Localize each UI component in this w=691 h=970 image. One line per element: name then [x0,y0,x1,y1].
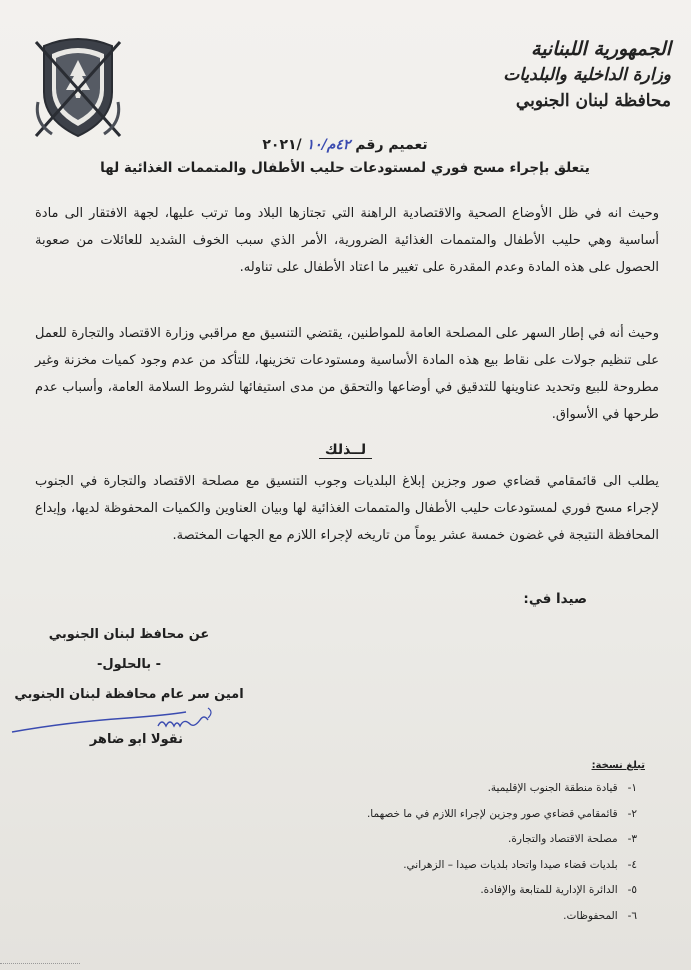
list-item-text: المحفوظات. [563,909,618,922]
list-item-text: بلديات قضاء صيدا واتحاد بلديات صيدا – الزهراني. [403,858,618,871]
emblem-logo [30,32,126,144]
list-item-text: مصلحة الاقتصاد والتجارة. [508,833,618,845]
distribution-list [77,776,637,929]
distribution-title: تبلغ نسخة: [591,760,645,771]
circular-year: /٢٠٢١ [262,137,302,153]
list-item [77,878,637,904]
list-item-text: الدائرة الإدارية للمتابعة والإفادة. [480,884,618,896]
list-item-number: ٤- [627,858,637,871]
list-item-number: ٥- [627,884,637,896]
list-item-number: ٦- [627,909,637,922]
letterhead [461,36,671,114]
list-item [77,853,637,879]
footer-divider [0,963,80,970]
governorate-name: محافظة لبنان الجنوبي [515,91,671,111]
paragraph-1: وحيث انه في ظل الأوضاع الصحية والاقتصادية الراهنة التي تجتازها البلاد وما ترتب عليها، لجهة الافتقار الى مادة أساسية وهي حليب الأطفال والمتممات الغذائية الضرورية، الأمر الذي سبب الخوف الشديد للعائلات من صعوبة الحصول على هذه المادة وعدم المقدرة على تغيير ما اعتاد الأطفال على تناوله. [35,206,659,275]
list-item-number: ١- [627,782,637,794]
ministry-name: وزارة الداخلية والبلديات [503,65,671,85]
list-item [77,904,637,930]
paragraph-3: يطلب الى قائمقامي قضاءي صور وجزين إبلاغ البلديات وجوب التنسيق مع مصلحة الاقتصاد والتجارة في الجنوب لإجراء مسح فوري لمستودعات حليب الأطفال والمتممات الغذائية لها وبيان العناوين والكميات المحفوظة لديها، وإيداع المحافظة النتيجة في غضون خمسة عشر يوماً من تاريخه لإجراء اللازم مع الجهات المختصة. [35,474,659,543]
signatory-block [9,620,249,710]
place-date: صيدا في: [523,591,587,607]
paragraph-2: وحيث أنه في إطار السهر على المصلحة العامة للمواطنين، يقتضي التنسيق مع مراقبي وزارة الاقتصاد والتجارة للعمل على تنظيم جولات على نقاط بيع هذه المادة الأساسية ومستودعات تخزينها، للتأكد من عدم وجود كميات مخزنة وغير مطروحة للبيع وتحديد عناوينها للتدقيق في أوضاعها والتحقق من مدى استيفائها لشروط السلامة العامة، وأسباب عدم طرحها في الأسواق. [35,326,659,422]
therefore-heading [0,442,691,458]
list-item-number: ٢- [627,807,637,820]
handwritten-number: ٤٢م/١٠ [306,137,351,153]
list-item [77,827,637,853]
republic-name: الجمهورية اللبنانية [531,38,671,60]
signatory-line-3: امين سر عام محافظة لبنان الجنوبي [14,687,244,702]
subject-line: يتعلق بإجراء مسح فوري لمستودعات حليب الأطفال والمتممات الغذائية لها [100,160,590,176]
list-item [77,776,637,802]
list-item-number: ٣- [627,833,637,845]
therefore-label: لــذلك [319,442,372,459]
list-item-text: قائمقامي قضاءي صور وجزين لإجراء اللازم في ما خصهما. [366,807,618,820]
signatory-name: نقولا ابو ضاهر [89,732,183,747]
circular-label: تعميم رقم [355,137,428,153]
list-item [77,802,637,828]
signatory-line-2: - بالحلول- [96,657,162,672]
list-item-text: قيادة منطقة الجنوب الإقليمية. [487,782,618,794]
signatory-line-1: عن محافظ لبنان الجنوبي [48,627,210,642]
circular-number [230,137,460,153]
